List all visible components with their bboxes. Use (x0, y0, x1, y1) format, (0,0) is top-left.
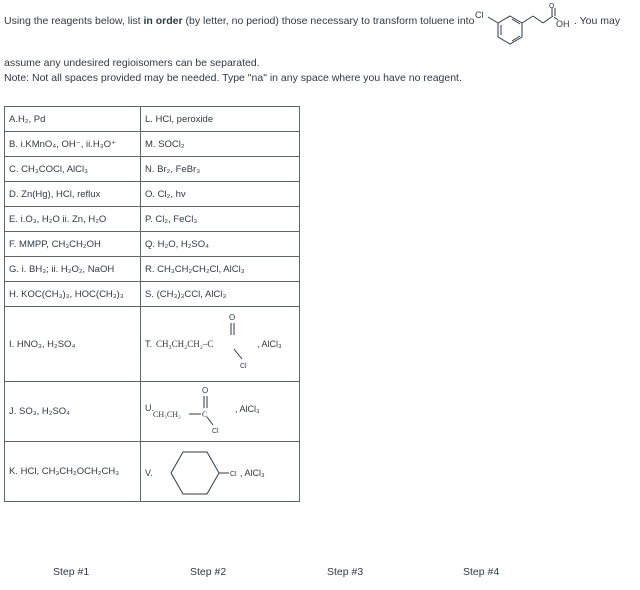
reagent-b: B. i.KMnO₄, OH⁻, ii.H₃O⁺ (5, 132, 141, 157)
target-o-label: O (549, 3, 555, 10)
table-row (5, 307, 300, 382)
reagent-u-chain: CH₃CH₂ (153, 409, 181, 419)
reagent-v-cl: Cl (230, 470, 237, 478)
reagent-u-c: C (202, 409, 208, 419)
table-row (5, 207, 300, 232)
table-row (5, 257, 300, 282)
reagent-v (141, 442, 300, 502)
reagent-j: J. SO₃, H₂SO₄ (5, 382, 141, 442)
reagent-v-drawing (145, 445, 295, 499)
question-pre: Using the reagents below, list (4, 15, 144, 27)
reagent-t-suffix: , AlCl₃ (257, 339, 282, 349)
reagent-u (141, 382, 300, 442)
reagent-f: F. MMPP, CH₃CH₂OH (5, 232, 141, 257)
target-oh-label: OH (556, 19, 570, 29)
table-row (5, 232, 300, 257)
reagent-c: C. CH₃COCl, AlCl₃ (5, 157, 141, 182)
question-line-1 (4, 15, 474, 27)
reagent-n: N. Br₂, FeBr₃ (141, 157, 300, 182)
target-cl-label: Cl (475, 10, 484, 20)
reagent-l: L. HCl, peroxide (141, 107, 300, 132)
step-3-label: Step #3 (327, 566, 364, 578)
chlorocyclohexane-structure (145, 445, 295, 499)
propanoyl-chloride-structure (145, 384, 295, 440)
reagent-v-suffix: , AlCl₃ (240, 467, 265, 478)
question-note: Note: Not all spaces provided may be needed. Type "na" in any space where you have no reagent. (4, 72, 462, 84)
table-row (5, 382, 300, 442)
reagent-r: R. CH₃CH₂CH₂Cl, AlCl₃ (141, 257, 300, 282)
reagent-o: O. Cl₂, hv (141, 182, 300, 207)
question-bold: in order (143, 15, 183, 27)
question-line-2: assume any undesired regioisomers can be separated. (4, 57, 260, 69)
reagent-t-letter: T. (145, 339, 153, 349)
reagent-m: M. SOCl₂ (141, 132, 300, 157)
reagent-a: A.H₂, Pd (5, 107, 141, 132)
butanoyl-chloride-structure (145, 311, 295, 377)
table-row (5, 132, 300, 157)
step-4-label: Step #4 (463, 566, 500, 578)
table-row (5, 442, 300, 502)
reagent-p: P. Cl₂, FeCl₃ (141, 207, 300, 232)
table-row (5, 107, 300, 132)
table-row (5, 157, 300, 182)
reagent-t-cl: Cl (240, 363, 247, 370)
reagent-u-cl: Cl (212, 427, 219, 435)
reagent-u-letter: U. (145, 402, 154, 413)
reagent-t-chain: CH₃CH₂CH₂–C (156, 339, 214, 349)
table-row (5, 282, 300, 307)
reagent-t-drawing (145, 311, 295, 377)
reagent-u-drawing (145, 384, 295, 440)
question-post: (by letter, no period) those necessary to transform toluene into (182, 15, 475, 27)
reagent-u-o: O (202, 385, 209, 395)
reagent-g: G. i. BH₃; ii. H₂O₂, NaOH (5, 257, 141, 282)
step-1-label: Step #1 (53, 566, 90, 578)
reagent-t-o: O (229, 313, 236, 322)
reagent-d: D. Zn(Hg), HCl, reflux (5, 182, 141, 207)
reagent-q: Q. H₂O, H₂SO₄ (141, 232, 300, 257)
reagent-i: I. HNO₃, H₂SO₄ (5, 307, 141, 382)
reagent-e: E. i.O₃, H₂O ii. Zn, H₂O (5, 207, 141, 232)
question-tail: . You may (574, 15, 621, 27)
target-molecule-structure (470, 2, 572, 48)
reagent-h: H. KOC(CH₃)₃, HOC(CH₃)₃ (5, 282, 141, 307)
table-row (5, 182, 300, 207)
reagent-v-letter: V. (145, 467, 153, 478)
reagent-table (4, 106, 300, 502)
step-2-label: Step #2 (190, 566, 227, 578)
reagent-s: S. (CH₃)₃CCl, AlCl₃ (141, 282, 300, 307)
reagent-t (141, 307, 300, 382)
reagent-k: K. HCl, CH₃CH₂OCH₂CH₃ (5, 442, 141, 502)
reagent-u-suffix: , AlCl₃ (235, 403, 260, 414)
